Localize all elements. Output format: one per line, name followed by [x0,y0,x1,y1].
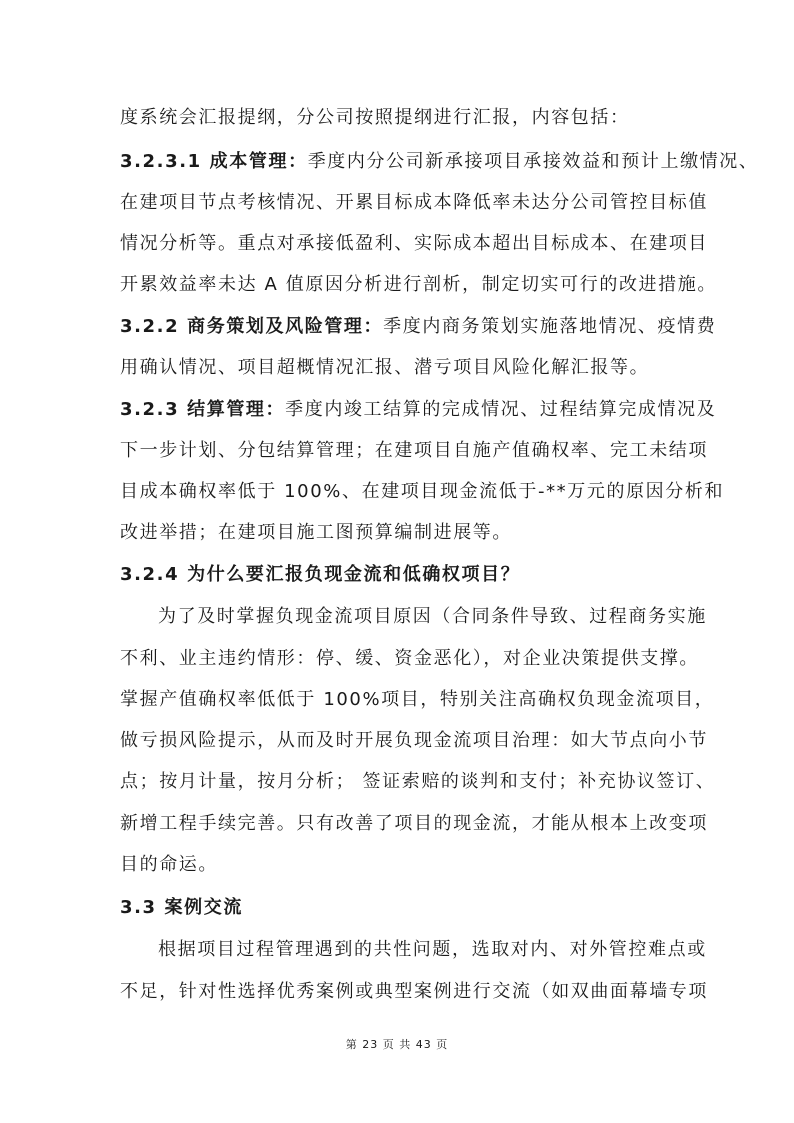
paragraph-line: 改进举措；在建项目施工图预算编制进展等。 [120,522,512,543]
paragraph-line: 度系统会汇报提纲，分公司按照提纲进行汇报，内容包括： [120,107,630,128]
section-heading: 3.2.2 商务策划及风险管理： [120,316,384,337]
paragraph-line: 情况分析等。重点对承接低盈利、实际成本超出目标成本、在建项目 [120,233,708,254]
section-heading: 3.2.4 为什么要汇报负现金流和低确权项目？ [120,564,521,585]
paragraph-line: 目成本确权率低于 100%、在建项目现金流低于-**万元的原因分析和 [120,481,725,502]
paragraph-line: 根据项目过程管理遇到的共性问题，选取对内、对外管控难点或 [158,939,707,960]
paragraph-line: 开累效益率未达 A 值原因分析进行剖析，制定切实可行的改进措施。 [120,274,717,295]
paragraph-line: 用确认情况、项目超概情况汇报、潜亏项目风险化解汇报等。 [120,357,650,378]
section-heading: 3.2.3.1 成本管理： [120,151,308,172]
section-settlement-management: 3.2.3 结算管理：季度内竣工结算的完成情况、过程结算完成情况及 [120,399,717,420]
paragraph-line: 为了及时掌握负现金流项目原因（合同条件导致、过程商务实施 [158,606,707,627]
paragraph-line: 做亏损风险提示，从而及时开展负现金流项目治理：如大节点向小节 [120,730,708,751]
paragraph-line: 不足，针对性选择优秀案例或典型案例进行交流（如双曲面幕墙专项 [120,981,708,1002]
section-business-planning: 3.2.2 商务策划及风险管理：季度内商务策划实施落地情况、疫情费 [120,316,717,337]
page-number-footer: 第 23 页 共 43 页 [345,1038,449,1051]
paragraph-line: 新增工程手续完善。只有改善了项目的现金流，才能从根本上改变项 [120,813,708,834]
paragraph-line: 在建项目节点考核情况、开累目标成本降低率未达分公司管控目标值 [120,192,708,213]
paragraph-line: 点；按月计量，按月分析； 签证索赔的谈判和支付；补充协议签订、 [120,771,716,792]
section-heading: 3.2.3 结算管理： [120,399,286,420]
paragraph-line: 目的命运。 [120,854,218,875]
paragraph-line: 不利、业主违约情形：停、缓、资金恶化），对企业决策提供支撑。 [120,648,699,669]
section-heading: 3.3 案例交流 [120,897,243,918]
section-cost-management: 3.2.3.1 成本管理：季度内分公司新承接项目承接效益和预计上缴情况、 [120,151,759,172]
paragraph-line: 下一步计划、分包结算管理；在建项目自施产值确权率、完工未结项 [120,440,708,461]
paragraph-line: 掌握产值确权率低低于 100%项目，特别关注高确权负现金流项目， [120,689,715,710]
